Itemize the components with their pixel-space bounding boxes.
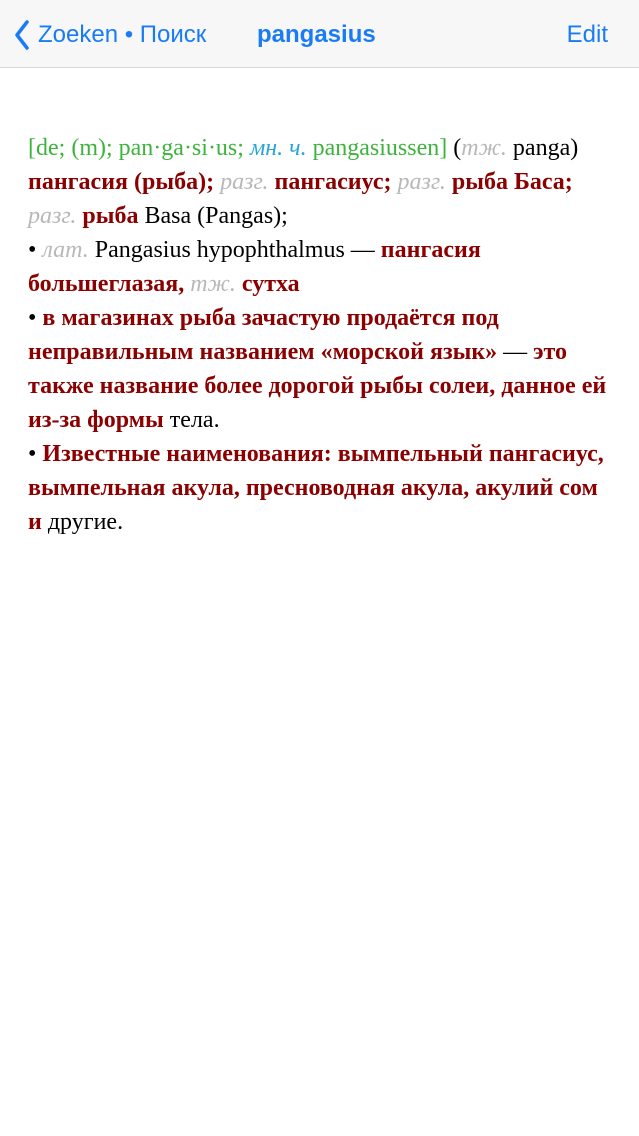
plural-form: pangasiussen: [306, 135, 440, 161]
grammar-info: de; (m); pan·ga·si·us;: [36, 135, 250, 161]
note-text: это также название более дорогой рыбы солеи, данное ей из-за формы: [28, 339, 607, 433]
translation-term: рыба Баса;: [451, 169, 573, 195]
translation-term: сутха: [241, 271, 300, 297]
translation-term: рыба: [82, 203, 139, 229]
latin-name-line: [28, 233, 612, 301]
translation-term: пангасиус;: [274, 169, 392, 195]
translation-term: пангасия большеглазая,: [28, 237, 481, 297]
bracket-close: ]: [439, 135, 454, 161]
alt-open: (: [453, 135, 462, 161]
alt-form: panga): [506, 135, 579, 161]
dictionary-entry: [28, 131, 612, 539]
edit-button[interactable]: Edit: [566, 21, 608, 48]
navigation-bar: [0, 0, 639, 68]
note-tail: тела.: [163, 407, 220, 433]
translation-plain: Basa (Pangas);: [138, 203, 288, 229]
note-tail: другие.: [41, 509, 124, 535]
back-button-label: Zoeken • Поиск: [38, 21, 207, 48]
usage-marker: тж.: [184, 271, 242, 297]
bullet: •: [28, 441, 43, 467]
note-line: [28, 437, 612, 539]
bullet: •: [28, 237, 43, 263]
entry-header: [28, 131, 612, 165]
note-text: Известные наименования: вымпельный пангасиус, вымпельная акула, пресноводная акула, акулий сом и: [28, 441, 604, 535]
usage-marker: разг.: [391, 169, 452, 195]
usage-marker: разг.: [28, 203, 83, 229]
note-text: в магазинах рыба зачастую продаётся под неправильным названием «морской язык»: [28, 305, 499, 365]
plural-marker: мн. ч.: [249, 135, 307, 161]
note-dash: —: [497, 339, 534, 365]
bracket-open: [: [28, 135, 36, 161]
latin-marker: лат.: [42, 237, 89, 263]
alt-marker: тж.: [461, 135, 507, 161]
bullet: •: [28, 305, 43, 331]
back-button[interactable]: [14, 18, 206, 52]
usage-marker: разг.: [214, 169, 275, 195]
chevron-left-icon: [14, 20, 30, 50]
note-line: [28, 301, 612, 437]
page-title: pangasius: [257, 21, 376, 48]
translation-term: пангасия (рыба);: [28, 169, 215, 195]
latin-name: Pangasius hypophthalmus —: [88, 237, 381, 263]
translation-line: [28, 165, 612, 233]
